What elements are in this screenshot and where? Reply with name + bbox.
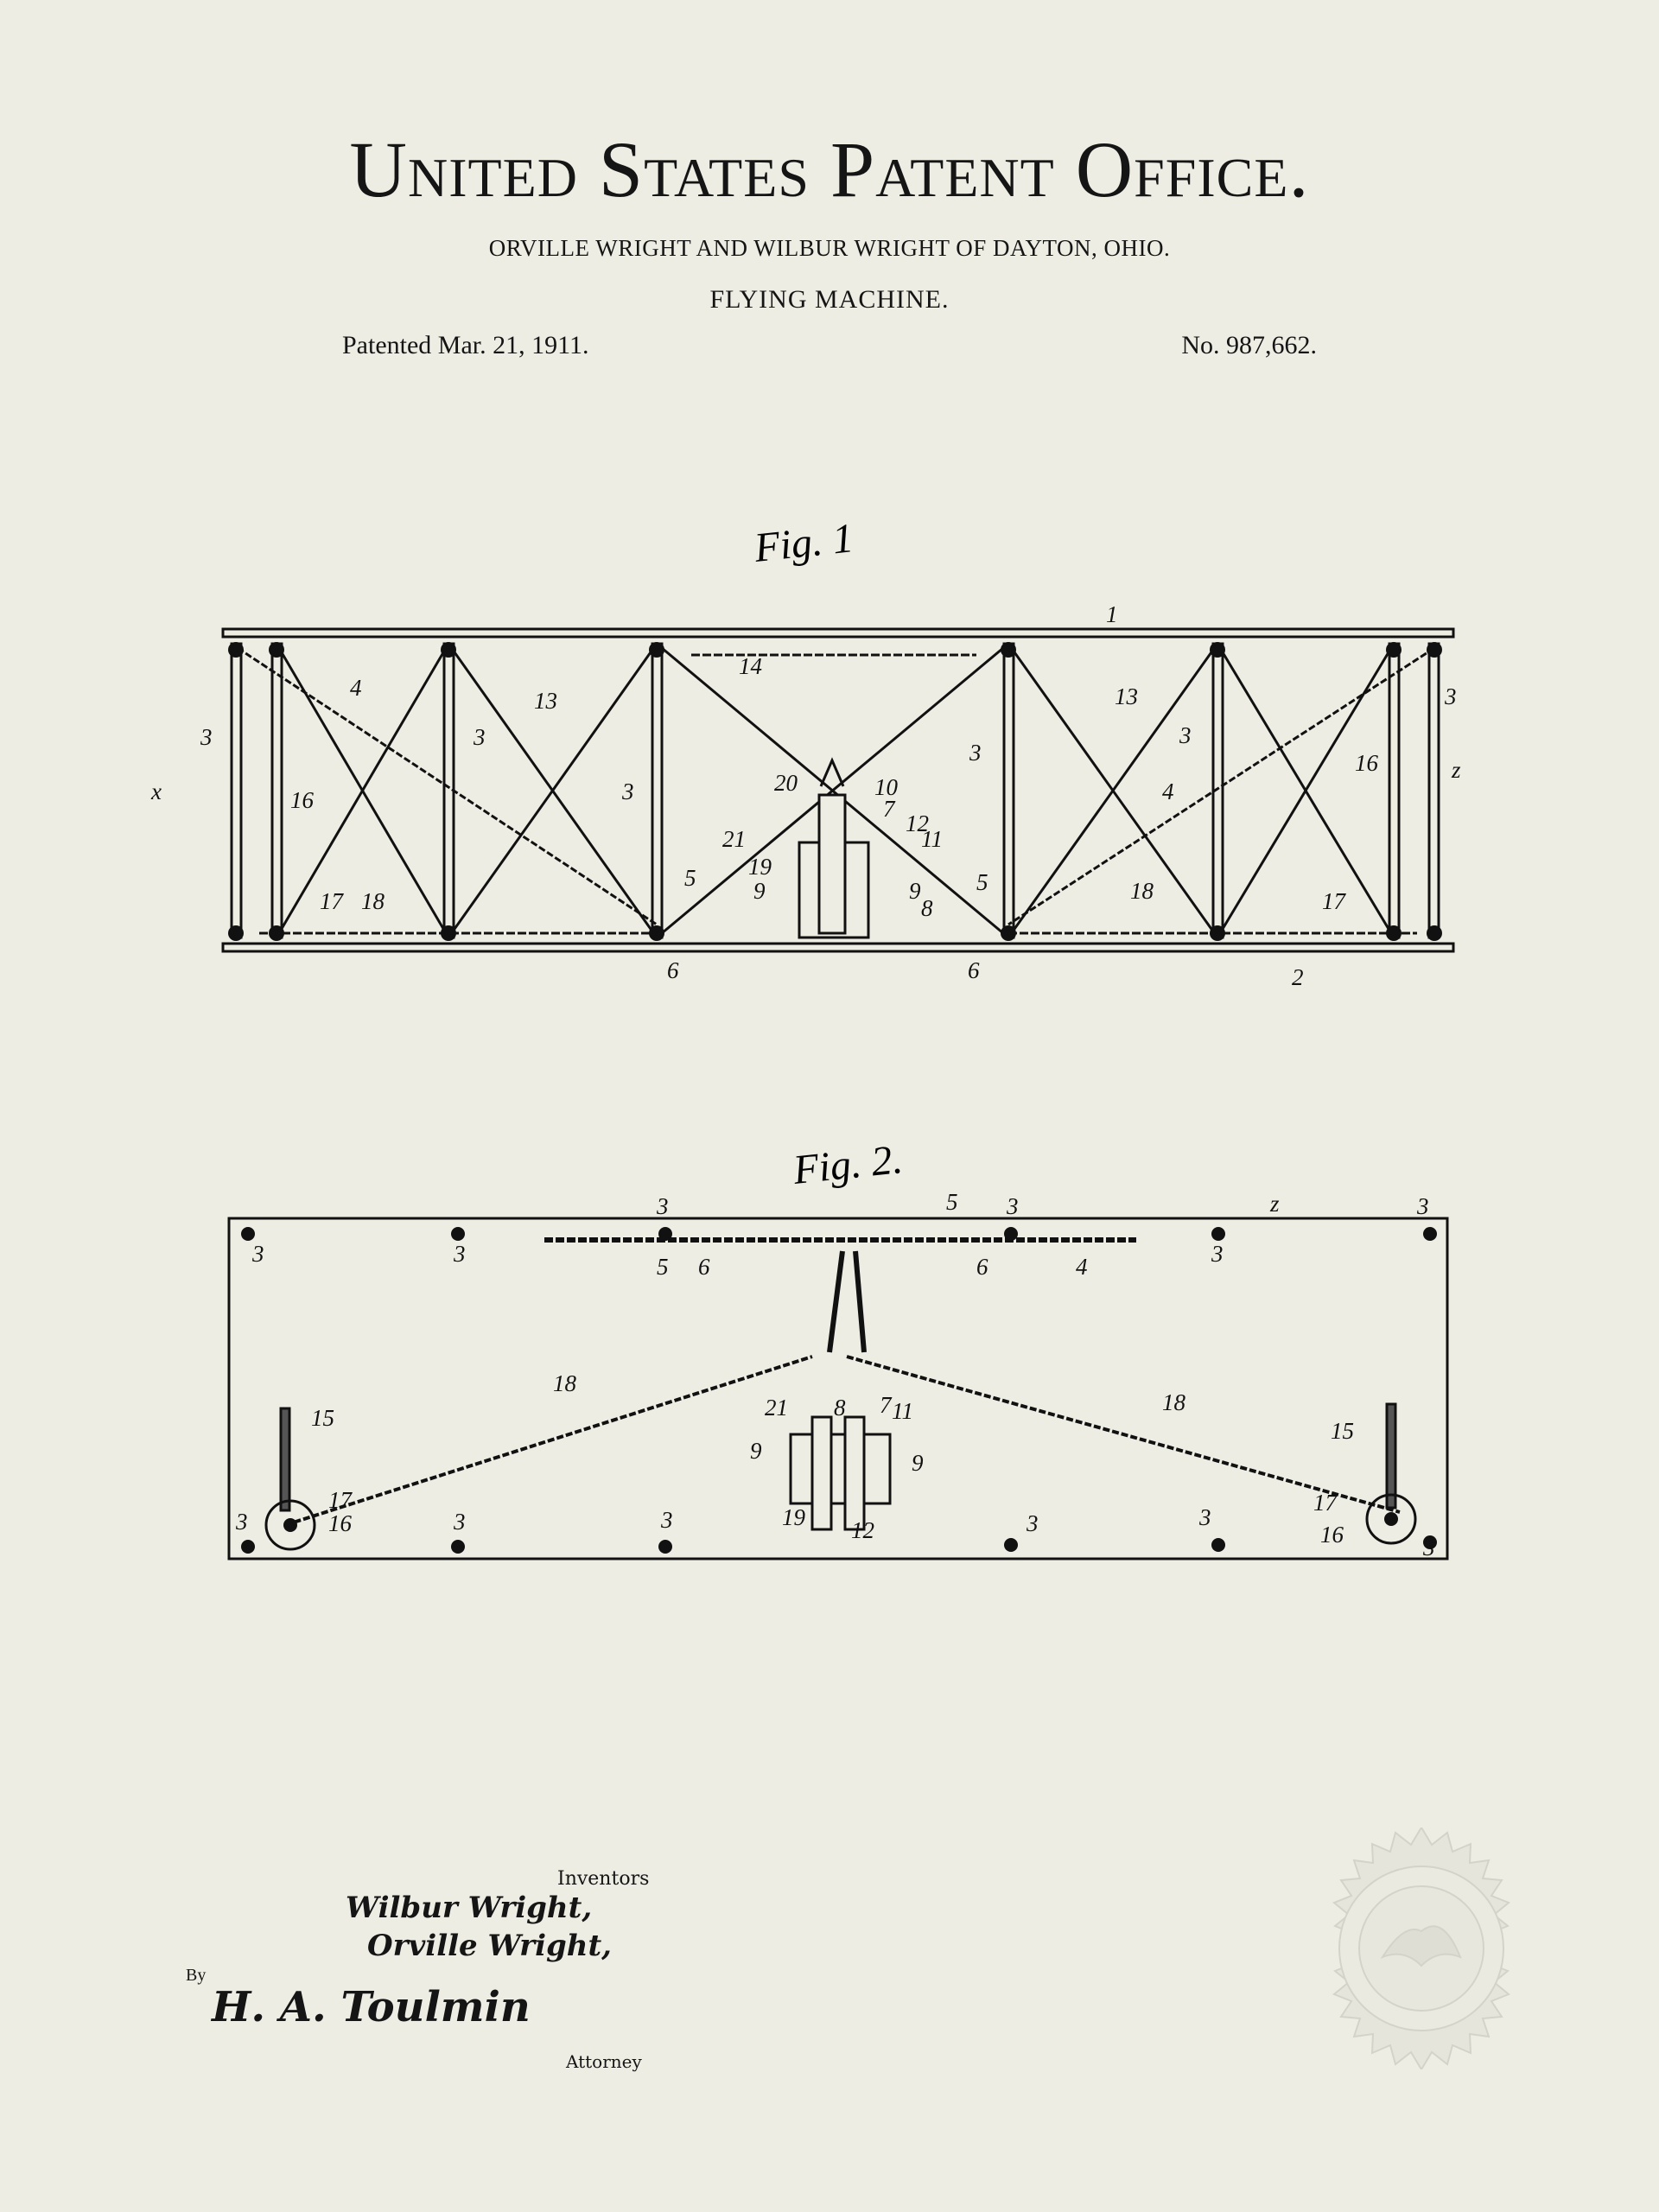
ref-3: 3 [252, 1241, 264, 1267]
ref-17: 17 [320, 888, 343, 914]
ref-6: 6 [667, 957, 679, 983]
ref-3: 3 [1445, 683, 1457, 709]
ref-14: 14 [739, 653, 762, 679]
attorney-prefix: By [186, 1966, 207, 1985]
ref-13: 13 [1115, 683, 1138, 709]
ref-10: 10 [874, 774, 898, 800]
ref-12: 12 [906, 810, 929, 836]
inventors-line: ORVILLE WRIGHT AND WILBUR WRIGHT OF DAYTON, OHIO. [488, 235, 1171, 261]
ref-3: 3 [657, 1193, 669, 1219]
ref-18: 18 [1130, 878, 1154, 904]
ref-3: 3 [200, 724, 213, 750]
ref-6: 6 [976, 1254, 988, 1280]
ref-3: 3 [474, 724, 486, 750]
ref-3: 3 [1211, 1241, 1224, 1267]
attorney-caption: Attorney [566, 2051, 642, 2072]
ref-9: 9 [750, 1438, 762, 1464]
ref-16: 16 [1320, 1522, 1344, 1548]
ref-3: 3 [1007, 1193, 1019, 1219]
ref-3: 3 [1179, 722, 1192, 748]
ref-16: 16 [328, 1510, 352, 1536]
ref-5: 5 [684, 865, 696, 891]
ref-6: 6 [698, 1254, 710, 1280]
embossed-seal [1300, 1827, 1542, 2069]
ref-3: 3 [661, 1507, 673, 1533]
ref-21: 21 [722, 826, 746, 852]
ref-4: 4 [1076, 1254, 1088, 1280]
ref-18: 18 [1162, 1389, 1185, 1415]
ref-3: 3 [1417, 1193, 1429, 1219]
ref-3: 3 [1423, 1535, 1435, 1560]
figure-1-drawing [0, 501, 1659, 985]
patent-number: No. 987,662. [1181, 331, 1317, 359]
ref-7: 7 [880, 1392, 892, 1418]
ref-4: 4 [1162, 779, 1174, 804]
invention-title: FLYING MACHINE. [709, 285, 950, 314]
ref-5: 5 [657, 1254, 669, 1280]
ref-3: 3 [622, 779, 634, 804]
ref-6: 6 [968, 957, 980, 983]
ref-4: 4 [350, 675, 362, 701]
ref-1: 1 [1106, 601, 1118, 627]
ref-3: 3 [1027, 1510, 1039, 1536]
signature-block [173, 1858, 691, 2082]
ref-7: 7 [883, 796, 895, 822]
figure-2-label: Fig. 2. [791, 1135, 906, 1193]
ref-18: 18 [553, 1370, 576, 1396]
ref-8: 8 [834, 1395, 846, 1421]
ref-17: 17 [1313, 1490, 1337, 1516]
ref-15: 15 [1331, 1418, 1354, 1444]
ref-5: 5 [976, 869, 988, 895]
ref-11: 11 [892, 1398, 913, 1424]
figure-2-drawing [0, 1132, 1659, 1581]
ref-z: z [1270, 1191, 1280, 1217]
ref-17: 17 [328, 1487, 352, 1513]
ref-3: 3 [236, 1509, 248, 1535]
ref-3: 3 [969, 740, 982, 766]
ref-18: 18 [361, 888, 385, 914]
ref-13: 13 [534, 688, 557, 714]
ref-9: 9 [909, 878, 921, 904]
attorney-signature: H. A. Toulmin [212, 1983, 531, 2031]
patented-date: Patented Mar. 21, 1911. [342, 331, 589, 359]
figure-1-label: Fig. 1 [752, 515, 856, 571]
ref-z: z [1452, 757, 1461, 783]
ref-19: 19 [782, 1504, 805, 1530]
inventor-signature-1: Wilbur Wright, [346, 1891, 593, 1925]
ref-3: 3 [454, 1241, 466, 1267]
ref-8: 8 [921, 895, 933, 921]
ref-9: 9 [912, 1450, 924, 1476]
ref-11: 11 [921, 826, 943, 852]
inventors-caption: Inventors [557, 1868, 650, 1890]
ref-x: x [151, 779, 162, 804]
ref-3: 3 [1199, 1504, 1211, 1530]
inventor-signature-2: Orville Wright, [367, 1929, 613, 1963]
ref-5: 5 [946, 1189, 958, 1215]
ref-17: 17 [1322, 888, 1345, 914]
ref-16: 16 [1355, 750, 1378, 776]
ref-20: 20 [774, 770, 798, 796]
ref-12: 12 [851, 1517, 874, 1543]
ref-21: 21 [765, 1395, 788, 1421]
ref-16: 16 [290, 787, 314, 813]
ref-15: 15 [311, 1405, 334, 1431]
ref-9: 9 [753, 878, 766, 904]
ref-2: 2 [1292, 964, 1304, 985]
ref-19: 19 [748, 854, 772, 880]
ref-3: 3 [454, 1509, 466, 1535]
page-title: United States Patent Office. [349, 125, 1310, 213]
